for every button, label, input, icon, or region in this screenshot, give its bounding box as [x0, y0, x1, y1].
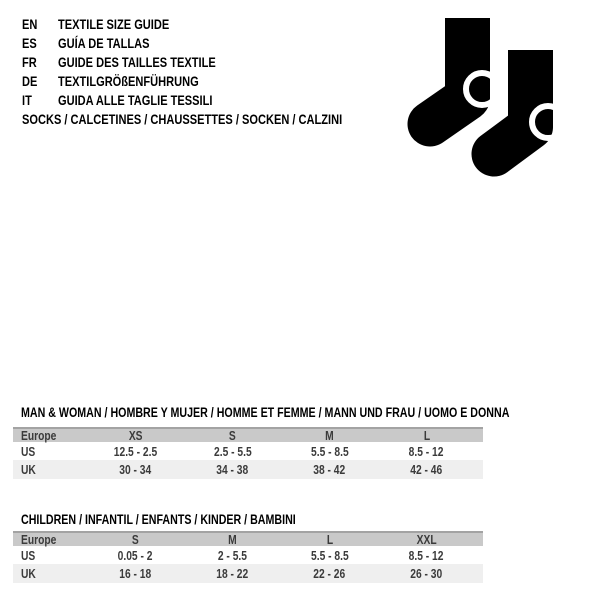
- language-code: ES: [22, 34, 37, 51]
- language-label: GUIDE DES TAILLES TEXTILE: [58, 53, 216, 70]
- table-cell: 12.5 - 2.5: [113, 443, 158, 459]
- language-row-en: [22, 14, 258, 33]
- spacer-cell: [475, 428, 483, 442]
- table-header-cell: Europe: [21, 532, 57, 547]
- children-size-table: [13, 531, 483, 583]
- table-header-row: [13, 428, 483, 442]
- table-header-cell: L: [326, 532, 333, 547]
- language-row-es: [22, 33, 258, 52]
- language-row-fr: [22, 52, 258, 71]
- language-code: EN: [22, 15, 38, 32]
- language-label: GUÍA DE TALLAS: [58, 34, 150, 51]
- table-row-uk: [13, 564, 483, 583]
- language-code: FR: [22, 53, 37, 70]
- region-cell: UK: [21, 462, 36, 477]
- table-cell: 16 - 18: [119, 566, 152, 581]
- table-header-cell: S: [229, 428, 236, 443]
- table-cell: 18 - 22: [216, 566, 249, 581]
- table-cell: 30 - 34: [119, 462, 152, 477]
- table-header-cell: M: [325, 428, 334, 443]
- spacer-cell: [475, 532, 483, 546]
- language-label: TEXTILE SIZE GUIDE: [58, 15, 170, 32]
- language-row-de: [22, 71, 258, 90]
- table-header-cell: Europe: [21, 428, 57, 443]
- table-cell: 5.5 - 8.5: [310, 443, 349, 459]
- children-table-title: CHILDREN / INFANTIL / ENFANTS / KINDER / BAMBINI: [21, 512, 296, 527]
- region-cell: US: [21, 443, 36, 459]
- table-cell: 5.5 - 8.5: [310, 547, 349, 563]
- socks-icon: [400, 0, 580, 185]
- language-row-it: [22, 90, 258, 109]
- table-cell: 42 - 46: [410, 462, 443, 477]
- table-header-cell: XXL: [416, 532, 437, 547]
- spacer-cell: [475, 460, 483, 479]
- language-code: IT: [22, 91, 32, 108]
- spacer-cell: [475, 564, 483, 583]
- language-label: GUIDA ALLE TAGLIE TESSILI: [58, 91, 213, 108]
- adults-size-table: [13, 427, 483, 479]
- table-header-cell: L: [423, 428, 430, 443]
- table-cell: 22 - 26: [313, 566, 346, 581]
- table-cell: 26 - 30: [410, 566, 443, 581]
- spacer-cell: [475, 546, 483, 564]
- table-row-us: [13, 546, 483, 564]
- table-cell: 8.5 - 12: [409, 547, 444, 563]
- table-header-cell: M: [228, 532, 237, 547]
- table-cell: 2.5 - 5.5: [213, 443, 252, 459]
- language-list: [22, 14, 258, 109]
- adults-table-title: MAN & WOMAN / HOMBRE Y MUJER / HOMME ET FEMME / MANN UND FRAU / UOMO E DONNA: [21, 405, 510, 420]
- language-label: TEXTILGRÖßENFÜHRUNG: [58, 72, 199, 89]
- category-title: SOCKS / CALCETINES / CHAUSSETTES / SOCKEN / CALZINI: [22, 110, 343, 127]
- region-cell: UK: [21, 566, 36, 581]
- table-header-cell: S: [132, 532, 139, 547]
- table-header-cell: XS: [128, 428, 143, 443]
- region-cell: US: [21, 547, 36, 563]
- language-code: DE: [22, 72, 38, 89]
- spacer-cell: [475, 442, 483, 460]
- table-cell: 2 - 5.5: [217, 547, 248, 563]
- table-row-us: [13, 442, 483, 460]
- table-cell: 0.05 - 2: [118, 547, 153, 563]
- table-row-uk: [13, 460, 483, 479]
- table-cell: 8.5 - 12: [409, 443, 444, 459]
- table-cell: 38 - 42: [313, 462, 346, 477]
- table-cell: 34 - 38: [216, 462, 249, 477]
- table-header-row: [13, 532, 483, 546]
